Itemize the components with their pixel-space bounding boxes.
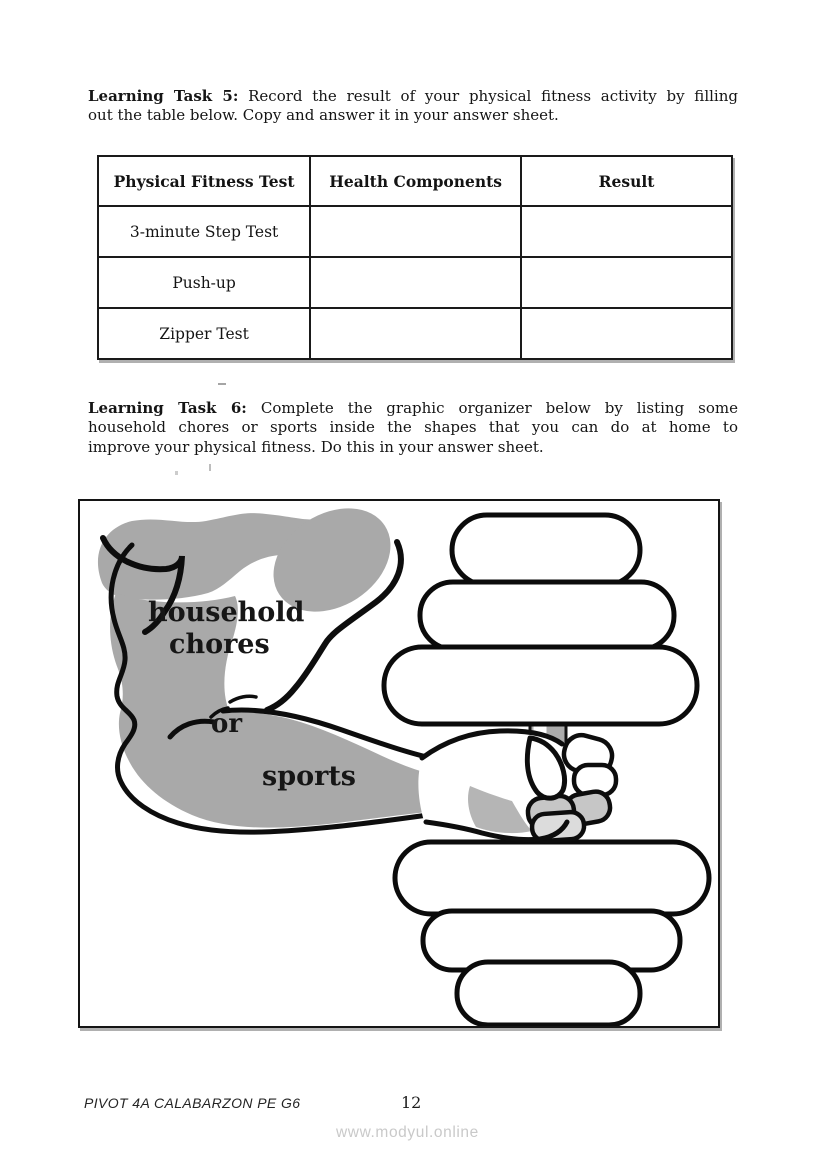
label-household: household: [148, 597, 305, 628]
footer-module-title: PIVOT 4A CALABARZON PE G6: [84, 1095, 301, 1111]
scan-artifact: [209, 464, 211, 471]
task5-label: Learning Task 5:: [88, 87, 239, 105]
cell-health-pushup: [310, 257, 521, 308]
task6-line1: [88, 399, 738, 418]
task6-paragraph: [88, 399, 738, 457]
scan-artifact: [218, 383, 226, 385]
elbow-tick-line: [230, 696, 256, 702]
graphic-organizer-box: [78, 499, 720, 1028]
label-or: or: [211, 709, 243, 739]
label-chores: chores: [169, 629, 270, 660]
table-header-row: [98, 156, 732, 206]
task5-line1-text: Record the result of your physical fitness activity by filling: [248, 87, 738, 105]
task6-label: Learning Task 6:: [88, 399, 247, 417]
task6-line2: household chores or sports inside the shapes that you can do at home to: [88, 418, 738, 437]
cell-test-zipper: Zipper Test: [98, 308, 310, 359]
cell-health-step: [310, 206, 521, 257]
cell-result-step: [521, 206, 732, 257]
task6-line1-text: Complete the graphic organizer below by listing some: [260, 399, 738, 417]
fitness-table: [97, 155, 733, 360]
cell-result-zipper: [521, 308, 732, 359]
blank-shape-plate: [452, 515, 640, 585]
header-physical-fitness-test: Physical Fitness Test: [98, 156, 310, 206]
cell-test-pushup: Push-up: [98, 257, 310, 308]
cell-test-step: 3-minute Step Test: [98, 206, 310, 257]
task5-paragraph: [88, 87, 738, 126]
table-row: [98, 206, 732, 257]
task6-line3: improve your physical fitness. Do this in your answer sheet.: [88, 437, 544, 456]
table-row: [98, 257, 732, 308]
task5-line1: [88, 87, 738, 106]
cell-health-zipper: [310, 308, 521, 359]
blank-shape-plate: [420, 582, 674, 649]
table-row: [98, 308, 732, 359]
blank-shape-plate: [395, 842, 709, 914]
label-sports: sports: [262, 761, 356, 792]
page-number: 12: [401, 1093, 422, 1112]
arm-dumbbell-illustration: [80, 501, 718, 1026]
header-result: Result: [521, 156, 732, 206]
cell-result-pushup: [521, 257, 732, 308]
blank-shape-plate: [384, 647, 697, 724]
watermark-url: www.modyul.online: [336, 1124, 479, 1141]
scan-artifact: [175, 471, 178, 475]
task5-line2: out the table below. Copy and answer it in your answer sheet.: [88, 106, 559, 125]
header-health-components: Health Components: [310, 156, 521, 206]
blank-shape-plate: [457, 962, 640, 1025]
